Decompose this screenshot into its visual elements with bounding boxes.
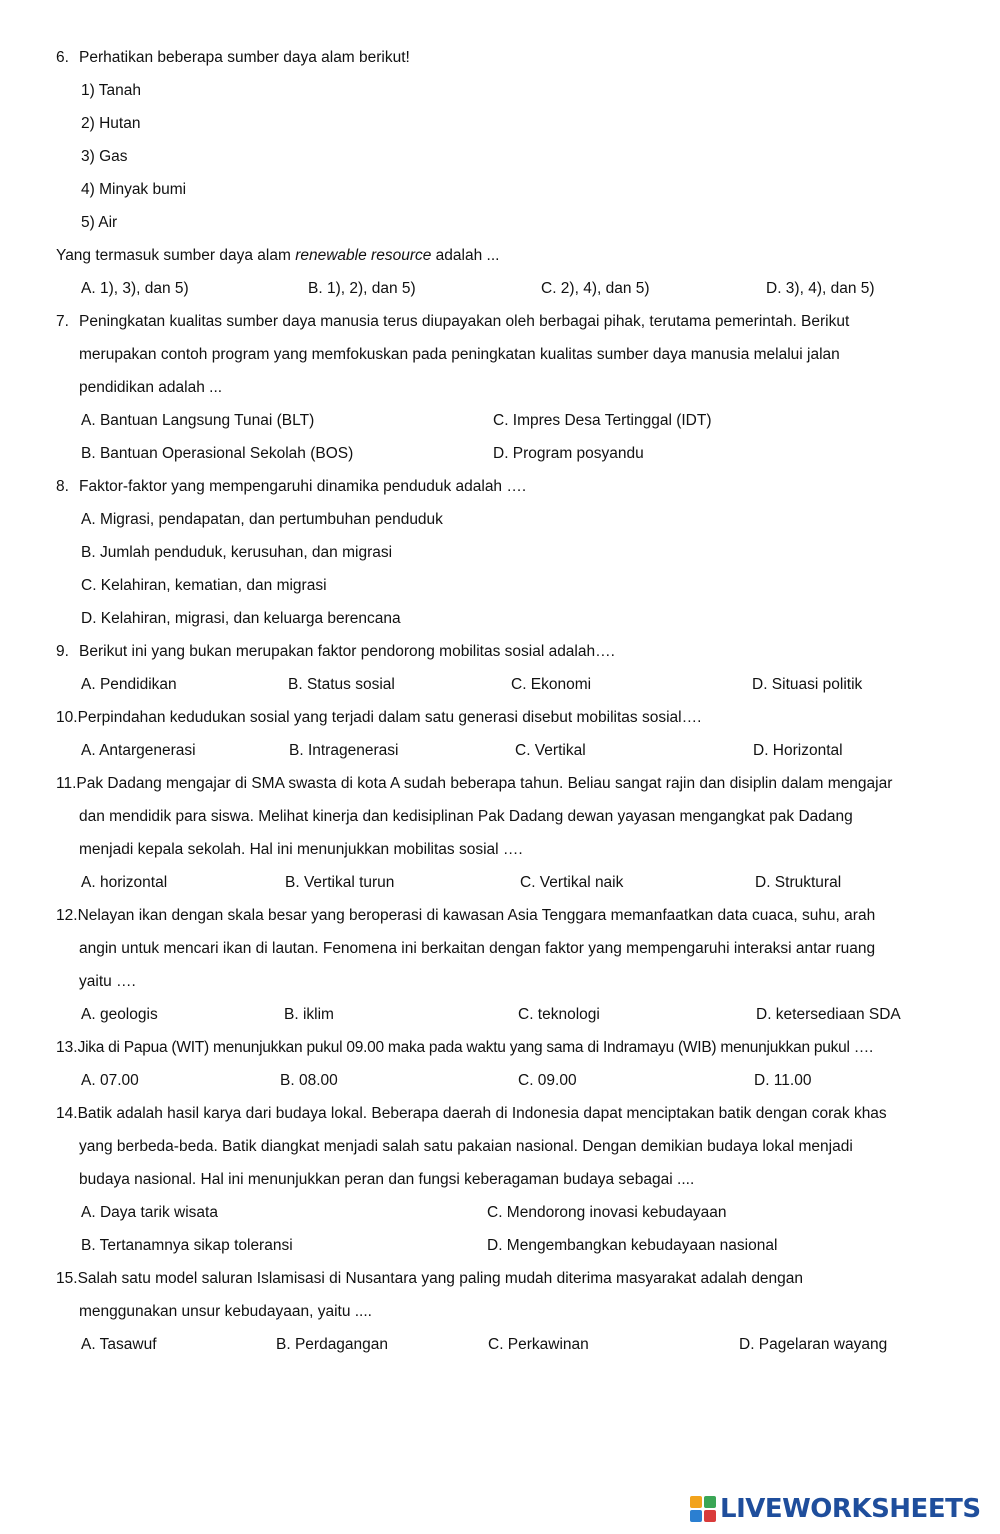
q15-number: 15. bbox=[56, 1270, 78, 1287]
q7-line-1: Peningkatan kualitas sumber daya manusia terus diupayakan oleh berbagai pihak, terutama pemerintah. Berikut bbox=[79, 313, 850, 330]
q12-option-a[interactable]: A. geologis bbox=[81, 1006, 158, 1023]
q11-line-1: Pak Dadang mengajar di SMA swasta di kota A sudah beberapa tahun. Beliau sangat rajin dan disiplin dalam mengajar bbox=[76, 775, 893, 792]
q12-number: 12. bbox=[56, 907, 78, 924]
q14-line-3: budaya nasional. Hal ini menunjukkan peran dan fungsi keberagaman budaya sebagai .... bbox=[79, 1171, 695, 1188]
q8-option-b[interactable]: B. Jumlah penduduk, kerusuhan, dan migrasi bbox=[81, 544, 393, 561]
q13-text: Jika di Papua (WIT) menunjukkan pukul 09.00 maka pada waktu yang sama di Indramayu (WIB) menunjukkan pukul …. bbox=[77, 1039, 874, 1056]
q6-number: 6. bbox=[56, 49, 69, 66]
q8-option-c[interactable]: C. Kelahiran, kematian, dan migrasi bbox=[81, 577, 327, 594]
q12-question bbox=[56, 906, 875, 926]
q8-number: 8. bbox=[56, 478, 69, 495]
q15-option-b[interactable]: B. Perdagangan bbox=[276, 1336, 389, 1353]
q14-option-a[interactable]: A. Daya tarik wisata bbox=[81, 1204, 218, 1221]
q9-text: Berikut ini yang bukan merupakan faktor pendorong mobilitas sosial adalah…. bbox=[79, 643, 615, 660]
q11-line-2: dan mendidik para siswa. Melihat kinerja dan kedisiplinan Pak Dadang dewan yayasan mengangkat pak Dadang bbox=[79, 808, 853, 825]
q8-option-a[interactable]: A. Migrasi, pendapatan, dan pertumbuhan penduduk bbox=[81, 511, 443, 528]
q12-line-3: yaitu …. bbox=[79, 973, 136, 990]
q13-number: 13. bbox=[56, 1039, 78, 1056]
q9-number: 9. bbox=[56, 643, 69, 660]
q11-option-d[interactable]: D. Struktural bbox=[755, 874, 842, 891]
q6-question bbox=[56, 48, 410, 68]
q15-option-a[interactable]: A. Tasawuf bbox=[81, 1336, 157, 1353]
q15-option-d[interactable]: D. Pagelaran wayang bbox=[739, 1336, 888, 1353]
q11-option-a[interactable]: A. horizontal bbox=[81, 874, 168, 891]
q12-line-2: angin untuk mencari ikan di lautan. Fenomena ini berkaitan dengan faktor yang mempengaruhi interaksi antar ruang bbox=[79, 940, 876, 957]
liveworksheets-logo-icon bbox=[690, 1496, 716, 1522]
q11-question bbox=[56, 774, 892, 794]
q9-option-b[interactable]: B. Status sosial bbox=[288, 676, 395, 693]
liveworksheets-logo bbox=[690, 1494, 981, 1524]
q6-option-c[interactable]: C. 2), 4), dan 5) bbox=[541, 280, 650, 297]
q9-question bbox=[56, 642, 615, 662]
q6-option-d[interactable]: D. 3), 4), dan 5) bbox=[766, 280, 875, 297]
q13-option-d[interactable]: D. 11.00 bbox=[754, 1072, 812, 1089]
q13-option-c[interactable]: C. 09.00 bbox=[518, 1072, 577, 1089]
q6-option-b[interactable]: B. 1), 2), dan 5) bbox=[308, 280, 416, 297]
q7-option-b[interactable]: B. Bantuan Operasional Sekolah (BOS) bbox=[81, 445, 354, 462]
q14-option-b[interactable]: B. Tertanamnya sikap toleransi bbox=[81, 1237, 293, 1254]
q14-number: 14. bbox=[56, 1105, 78, 1122]
q7-line-2: merupakan contoh program yang memfokuskan pada peningkatan kualitas sumber daya manusia melalui jalan bbox=[79, 346, 840, 363]
q7-line-3: pendidikan adalah ... bbox=[79, 379, 223, 396]
q11-option-c[interactable]: C. Vertikal naik bbox=[520, 874, 624, 891]
q10-question bbox=[56, 708, 701, 728]
q6-prompt-em: renewable resource bbox=[295, 247, 432, 264]
q11-line-3: menjadi kepala sekolah. Hal ini menunjukkan mobilitas sosial …. bbox=[79, 841, 523, 858]
q14-option-d[interactable]: D. Mengembangkan kebudayaan nasional bbox=[487, 1237, 778, 1254]
q8-question bbox=[56, 477, 526, 497]
q10-text: Perpindahan kedudukan sosial yang terjadi dalam satu generasi disebut mobilitas sosial…. bbox=[77, 709, 702, 726]
q15-line-2: menggunakan unsur kebudayaan, yaitu .... bbox=[79, 1303, 372, 1320]
q12-option-d[interactable]: D. ketersediaan SDA bbox=[756, 1006, 901, 1023]
q7-question bbox=[56, 312, 849, 332]
liveworksheets-logo-text: LIVEWORKSHEETS bbox=[720, 1494, 981, 1524]
q12-line-1: Nelayan ikan dengan skala besar yang beroperasi di kawasan Asia Tenggara memanfaatkan data cuaca, suhu, arah bbox=[77, 907, 876, 924]
q12-option-c[interactable]: C. teknologi bbox=[518, 1006, 600, 1023]
q10-option-c[interactable]: C. Vertikal bbox=[515, 742, 586, 759]
q6-text: Perhatikan beberapa sumber daya alam berikut! bbox=[79, 49, 410, 66]
q6-option-a[interactable]: A. 1), 3), dan 5) bbox=[81, 280, 189, 297]
q13-option-b[interactable]: B. 08.00 bbox=[280, 1072, 338, 1089]
q11-option-b[interactable]: B. Vertikal turun bbox=[285, 874, 395, 891]
q7-option-c[interactable]: C. Impres Desa Tertinggal (IDT) bbox=[493, 412, 712, 429]
q14-line-1: Batik adalah hasil karya dari budaya lokal. Beberapa daerah di Indonesia dapat menciptakan batik dengan corak khas bbox=[77, 1105, 887, 1122]
q13-question bbox=[56, 1038, 873, 1058]
q13-option-a[interactable]: A. 07.00 bbox=[81, 1072, 139, 1089]
q9-option-c[interactable]: C. Ekonomi bbox=[511, 676, 592, 693]
q6-item-5: 5) Air bbox=[81, 214, 118, 231]
q7-option-a[interactable]: A. Bantuan Langsung Tunai (BLT) bbox=[81, 412, 315, 429]
q6-prompt-pre: Yang termasuk sumber daya alam bbox=[56, 247, 296, 264]
q11-number: 11. bbox=[56, 775, 77, 792]
q6-prompt bbox=[56, 246, 499, 266]
q12-option-b[interactable]: B. iklim bbox=[284, 1006, 334, 1023]
q8-option-d[interactable]: D. Kelahiran, migrasi, dan keluarga berencana bbox=[81, 610, 401, 627]
q14-option-c[interactable]: C. Mendorong inovasi kebudayaan bbox=[487, 1204, 727, 1221]
q14-line-2: yang berbeda-beda. Batik diangkat menjadi salah satu pakaian nasional. Dengan demikian budaya lokal menjadi bbox=[79, 1138, 853, 1155]
q10-option-b[interactable]: B. Intragenerasi bbox=[289, 742, 399, 759]
q15-question bbox=[56, 1269, 803, 1289]
q8-text: Faktor-faktor yang mempengaruhi dinamika penduduk adalah …. bbox=[79, 478, 527, 495]
q10-option-a[interactable]: A. Antargenerasi bbox=[81, 742, 196, 759]
q10-number: 10. bbox=[56, 709, 78, 726]
q6-item-1: 1) Tanah bbox=[81, 82, 142, 99]
q6-item-2: 2) Hutan bbox=[81, 115, 141, 132]
q9-option-d[interactable]: D. Situasi politik bbox=[752, 676, 863, 693]
q9-option-a[interactable]: A. Pendidikan bbox=[81, 676, 177, 693]
q6-prompt-post: adalah ... bbox=[431, 247, 500, 264]
q6-item-4: 4) Minyak bumi bbox=[81, 181, 187, 198]
q14-question bbox=[56, 1104, 887, 1124]
q15-option-c[interactable]: C. Perkawinan bbox=[488, 1336, 589, 1353]
q10-option-d[interactable]: D. Horizontal bbox=[753, 742, 843, 759]
q6-item-3: 3) Gas bbox=[81, 148, 128, 165]
q7-number: 7. bbox=[56, 313, 69, 330]
q7-option-d[interactable]: D. Program posyandu bbox=[493, 445, 644, 462]
q15-line-1: Salah satu model saluran Islamisasi di Nusantara yang paling mudah diterima masyarakat adalah dengan bbox=[77, 1270, 804, 1287]
